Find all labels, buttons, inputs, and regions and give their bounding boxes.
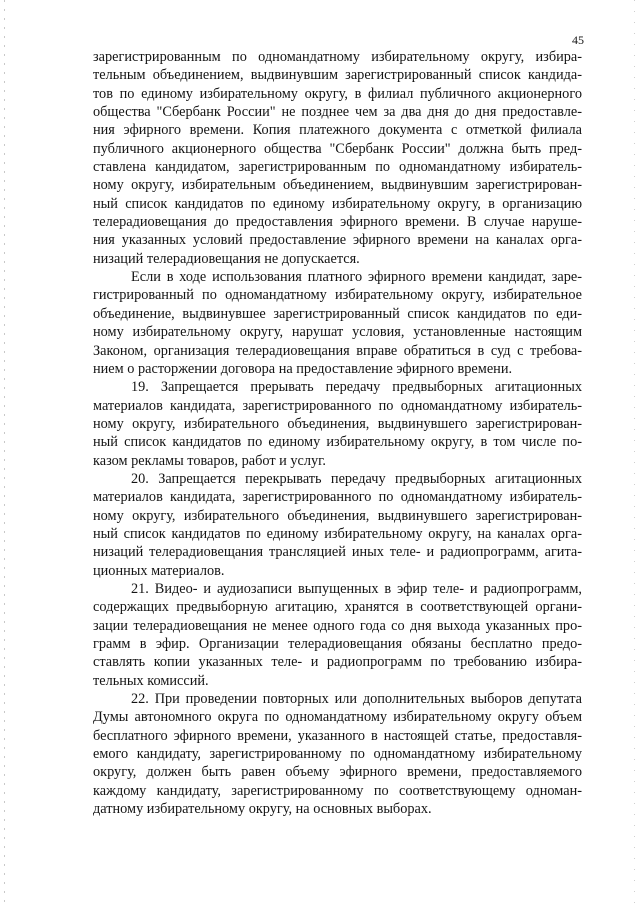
text-line: 22. При проведении повторных или дополнительных выборов депутата [131, 691, 582, 708]
text-line: ному округу, избирательного объединения, выдвинувшего зарегистрирован- [93, 415, 582, 432]
text-line: телерадиовещания до предоставления эфирного времени. В случае наруше- [93, 214, 582, 231]
text-line: бесплатного эфирного времени, указанного в настоящей статье, предоставля- [93, 727, 582, 744]
text-line: Если в ходе использования платного эфирного времени кандидат, заре- [131, 269, 582, 286]
text-line: ставлена кандидатом, зарегистрированным по одномандатному избиратель- [93, 159, 582, 176]
text-line: тельным объединением, выдвинувшим зарегистрированный список кандида- [93, 67, 582, 84]
text-line: публичного акционерного общества "Сбербанк России" должна быть пред- [93, 140, 582, 157]
text-line: 21. Видео- и аудиозаписи выпущенных в эфир теле- и радиопрограмм, [131, 580, 582, 597]
text-line: 19. Запрещается прерывать передачу предвыборных агитационных [131, 379, 582, 396]
text-line: тов по единому избирательному округу, в филиал публичного акционерного [93, 85, 582, 102]
text-line: содержащих предвыборную агитацию, хранятся в соответствующей органи- [93, 599, 582, 616]
text-line: зации телерадиовещания не менее одного года со дня выхода указанных про- [93, 617, 582, 634]
text-line: ному округу, избирательным объединением, выдвинувшим зарегистрирован- [93, 177, 582, 194]
text-line: ния эфирного времени. Копия платежного документа с отметкой филиала [93, 122, 582, 139]
text-line: ставлять копии указанных теле- и радиопрограмм по требованию избира- [93, 654, 582, 671]
text-line: каждому кандидату, зарегистрированному по соответствующему одноман- [93, 782, 582, 799]
text-line: низаций телерадиовещания не допускается. [93, 250, 360, 267]
text-line: объединение, выдвинувшее зарегистрированный список кандидатов по еди- [93, 305, 582, 322]
text-line: ный список кандидатов по единому избирательному округу, в том числе по- [93, 434, 582, 451]
text-line: зарегистрированным по одномандатному избирательному округу, избира- [93, 49, 582, 65]
text-line: ному избирательному округу, нарушат условия, установленные настоящим [93, 324, 582, 341]
text-line: датному избирательному округу, на основных выборах. [93, 801, 432, 818]
text-line: грамм в эфир. Организации телерадиовещания обязаны бесплатно предо- [93, 636, 582, 652]
text-line: ционных материалов. [93, 562, 225, 579]
document-body [93, 48, 582, 818]
scan-edge-left [4, 0, 5, 905]
text-line: низаций телерадиовещания трансляцией иных теле- и радиопрограмм, агита- [93, 544, 582, 561]
text-line: материалов кандидата, зарегистрированного по одномандатному избиратель- [93, 397, 582, 414]
text-line: Думы автономного округа по одномандатному избирательному округу объем [93, 709, 582, 726]
text-line: казом рекламы товаров, работ и услуг. [93, 452, 326, 469]
text-line: емого кандидату, зарегистрированному по одномандатному избирательному [93, 746, 582, 763]
scan-edge-right [634, 0, 635, 905]
text-line: ный список кандидатов по единому избирательному округу, в организацию [93, 195, 582, 212]
page-number: 45 [572, 33, 584, 47]
text-line: ный список кандидатов по единому избирательному округу, на каналах орга- [93, 525, 582, 542]
text-line: ному округу, избирательного объединения, выдвинувшего зарегистрирован- [93, 507, 582, 524]
text-line: общества "Сбербанк России" не позднее чем за два дня до дня предоставле- [93, 104, 582, 121]
text-line: округу, должен быть равен объему эфирного времени, предоставляемого [93, 764, 582, 781]
text-line: материалов кандидата, зарегистрированного по одномандатному избиратель- [93, 489, 582, 506]
text-line: ния указанных условий предоставление эфирного времени на каналах орга- [93, 232, 582, 249]
text-line: Законом, организация телерадиовещания вправе обратиться в суд с требова- [93, 342, 582, 359]
text-line: нием о расторжении договора на предоставление эфирного времени. [93, 360, 513, 377]
text-line: гистрированный по одномандатному избирательному округу, избирательное [93, 287, 582, 304]
text-line: 20. Запрещается перекрывать передачу предвыборных агитационных [131, 470, 582, 487]
text-line: тельных комиссий. [93, 672, 209, 689]
